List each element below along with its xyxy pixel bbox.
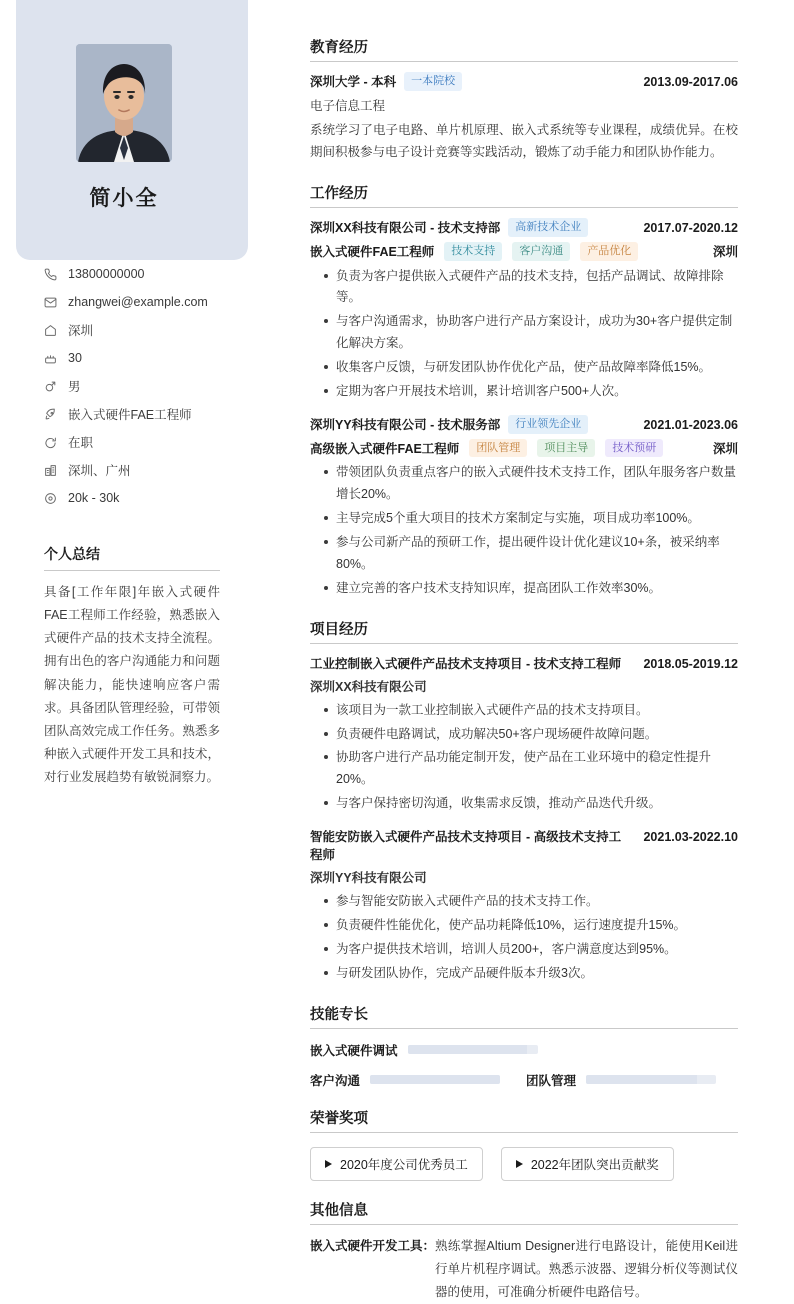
company-name: 深圳XX科技有限公司 - 技术支持部 (310, 221, 501, 236)
work-bullets (310, 462, 738, 599)
job-title: 高级嵌入式硬件FAE工程师 (310, 442, 460, 457)
school-name: 深圳大学 - 本科 (310, 75, 397, 90)
contact-value: 20k - 30k (68, 491, 120, 505)
contact-item-age (44, 344, 234, 372)
divider (44, 570, 220, 571)
contact-item-email (44, 288, 234, 316)
list-item: 参与公司新产品的预研工作，提出硬件设计优化建议10+条，被采纳率80%。 (326, 532, 738, 576)
contact-value: 嵌入式硬件FAE工程师 (68, 408, 192, 422)
company-name: 深圳YY科技有限公司 - 技术服务部 (310, 418, 501, 433)
company-badge: 高新技术企业 (508, 218, 588, 237)
summary-text: 具备[工作年限]年嵌入式硬件FAE工程师工作经验，熟悉嵌入式硬件产品的技术支持全流程。拥有出色的客户沟通能力和问题解决能力，能快速响应客户需求。具备团队管理经验，可带领团队高效完成工作任务。熟悉多种嵌入式硬件开发工具和技术，对行业发展趋势有敏锐洞察力。 (44, 585, 220, 784)
project-name: 智能安防嵌入式硬件产品技术支持项目 - 高级技术支持工程师 (310, 830, 622, 863)
section-title: 工作经历 (310, 185, 368, 202)
project-item (310, 827, 738, 985)
education-description: 系统学习了电子电路、单片机原理、嵌入式系统等专业课程，成绩优异。在校期间积极参与电子设计竞赛等实践活动，锻炼了动手能力和团队协作能力。 (310, 122, 738, 160)
list-item: 协助客户进行产品功能定制开发，使产品在工业环境中的稳定性提升20%。 (326, 747, 738, 791)
divider (310, 1132, 738, 1133)
skill-badge: 技术预研 (605, 439, 663, 458)
cake-icon (44, 352, 64, 365)
list-item: 与客户沟通需求，协助客户进行产品方案设计，成功为30+客户提供定制化解决方案。 (326, 311, 738, 355)
list-item: 带领团队负责重点客户的嵌入式硬件技术支持工作，团队年服务客户数量增长20%。 (326, 462, 738, 506)
date-range: 2017.07-2020.12 (643, 221, 738, 236)
work-bullets (310, 266, 738, 403)
portrait-photo-icon (76, 44, 172, 162)
page-title: 简小全 (89, 187, 159, 210)
list-item: 收集客户反馈，与研发团队协作优化产品，使产品故障率降低15%。 (326, 357, 738, 379)
home-icon (44, 324, 64, 337)
work-item (310, 218, 738, 403)
skill-label: 客户沟通 (310, 1073, 361, 1088)
honor-label: 2022年团队突出贡献奖 (530, 1157, 659, 1172)
contact-value: 男 (68, 380, 81, 394)
divider (310, 643, 738, 644)
section-title: 荣誉奖项 (310, 1110, 368, 1127)
project-company: 深圳XX科技有限公司 (310, 679, 427, 694)
status-icon (44, 436, 64, 449)
list-item: 与研发团队协作，完成产品硬件版本升级3次。 (326, 963, 738, 985)
contact-item-phone (44, 260, 234, 288)
skill-label: 团队管理 (526, 1073, 577, 1088)
list-item: 为客户提供技术培训，培训人员200+，客户满意度达到95%。 (326, 939, 738, 961)
honor-label: 2020年度公司优秀员工 (340, 1157, 468, 1172)
gender-icon (44, 380, 64, 393)
date-range: 2021.01-2023.06 (643, 418, 738, 433)
contact-item-status (44, 428, 234, 456)
skill-badge: 技术支持 (444, 242, 502, 261)
major: 电子信息工程 (310, 98, 386, 113)
honor-item[interactable] (501, 1147, 674, 1181)
section-title: 技能专长 (310, 1006, 368, 1023)
job-location: 深圳 (712, 245, 738, 260)
skill-item (526, 1071, 716, 1089)
company-badge: 行业领先企业 (508, 415, 588, 434)
work-item (310, 415, 738, 600)
project-bullets (310, 891, 738, 985)
sidebar (0, 0, 248, 1290)
contact-value: 深圳、广州 (68, 464, 131, 478)
contact-item-position (44, 400, 234, 428)
divider (310, 207, 738, 208)
contact-value: zhangwei@example.com (68, 295, 208, 309)
project-bullets (310, 700, 738, 815)
divider (310, 61, 738, 62)
section-projects (310, 618, 738, 985)
contact-value: 深圳 (68, 324, 94, 338)
project-company: 深圳YY科技有限公司 (310, 871, 427, 886)
contact-value: 在职 (68, 436, 94, 450)
section-title: 教育经历 (310, 40, 368, 56)
play-icon (325, 1160, 332, 1168)
section-education (310, 36, 738, 164)
section-honors (310, 1107, 738, 1181)
avatar (76, 44, 172, 162)
list-item: 负责硬件性能优化，使产品功耗降低10%，运行速度提升15%。 (326, 915, 738, 937)
skill-badge: 项目主导 (537, 439, 595, 458)
date-range: 2018.05-2019.12 (643, 656, 738, 671)
list-item: 参与智能安防嵌入式硬件产品的技术支持工作。 (326, 891, 738, 913)
contact-item-location (44, 316, 234, 344)
status-badge: 一本院校 (404, 72, 462, 91)
list-item: 与客户保持密切沟通，收集需求反馈，推动产品迭代升级。 (326, 793, 738, 815)
phone-icon (44, 268, 64, 281)
list-item: 定期为客户开展技术培训，累计培训客户500+人次。 (326, 381, 738, 403)
city-icon (44, 464, 64, 477)
list-item: 主导完成5个重大项目的技术方案制定与实施，项目成功率100%。 (326, 508, 738, 530)
skill-label: 嵌入式硬件调试 (310, 1043, 398, 1058)
list-item: 建立完善的客户技术支持知识库，提高团队工作效率30%。 (326, 578, 738, 600)
section-skills (310, 1003, 738, 1089)
project-name: 工业控制嵌入式硬件产品技术支持项目 - 技术支持工程师 (310, 656, 622, 671)
other-info-item (310, 1235, 738, 1304)
section-other-info (310, 1199, 738, 1304)
other-info-label: 嵌入式硬件开发工具： (310, 1238, 436, 1253)
project-item (310, 654, 738, 815)
section-title: 项目经历 (310, 621, 368, 638)
rocket-icon (44, 408, 64, 421)
contact-value: 30 (68, 351, 82, 365)
skill-badge: 团队管理 (469, 439, 527, 458)
section-work-experience (310, 182, 738, 600)
list-item: 负责为客户提供嵌入式硬件产品的技术支持，包括产品调试、故障排除等。 (326, 266, 738, 310)
contact-value: 13800000000 (68, 267, 145, 281)
play-icon (516, 1160, 523, 1168)
skill-progress-bar (408, 1045, 538, 1054)
skill-badge: 产品优化 (580, 242, 638, 261)
divider (310, 1224, 738, 1225)
skill-progress-bar (370, 1075, 500, 1084)
education-item (310, 72, 738, 164)
skill-progress-bar (586, 1075, 716, 1084)
job-title: 嵌入式硬件FAE工程师 (310, 245, 435, 260)
date-range: 2021.03-2022.10 (643, 830, 738, 845)
skill-item (310, 1041, 538, 1059)
other-info-value: 熟练掌握Altium Designer进行电路设计，能使用Keil进行单片机程序调试。熟悉示波器、逻辑分析仪等测试仪器的使用，可准确分析硬件电路信号。 (435, 1238, 738, 1299)
salary-icon (44, 492, 64, 505)
contact-item-gender (44, 372, 234, 400)
divider (310, 1028, 738, 1029)
list-item: 负责硬件电路调试，成功解决50+客户现场硬件故障问题。 (326, 724, 738, 746)
contact-list (44, 260, 234, 512)
mail-icon (44, 296, 64, 309)
summary-title: 个人总结 (44, 546, 100, 562)
contact-item-expected-city (44, 456, 234, 484)
job-location: 深圳 (712, 442, 738, 457)
personal-summary-section (44, 544, 220, 789)
honor-item[interactable] (310, 1147, 483, 1181)
skill-item (310, 1071, 500, 1089)
skill-badge: 客户沟通 (512, 242, 570, 261)
main-content (248, 0, 794, 1299)
list-item: 该项目为一款工业控制嵌入式硬件产品的技术支持项目。 (326, 700, 738, 722)
section-title: 其他信息 (310, 1202, 368, 1219)
contact-item-salary (44, 484, 234, 512)
date-range: 2013.09-2017.06 (643, 75, 738, 90)
